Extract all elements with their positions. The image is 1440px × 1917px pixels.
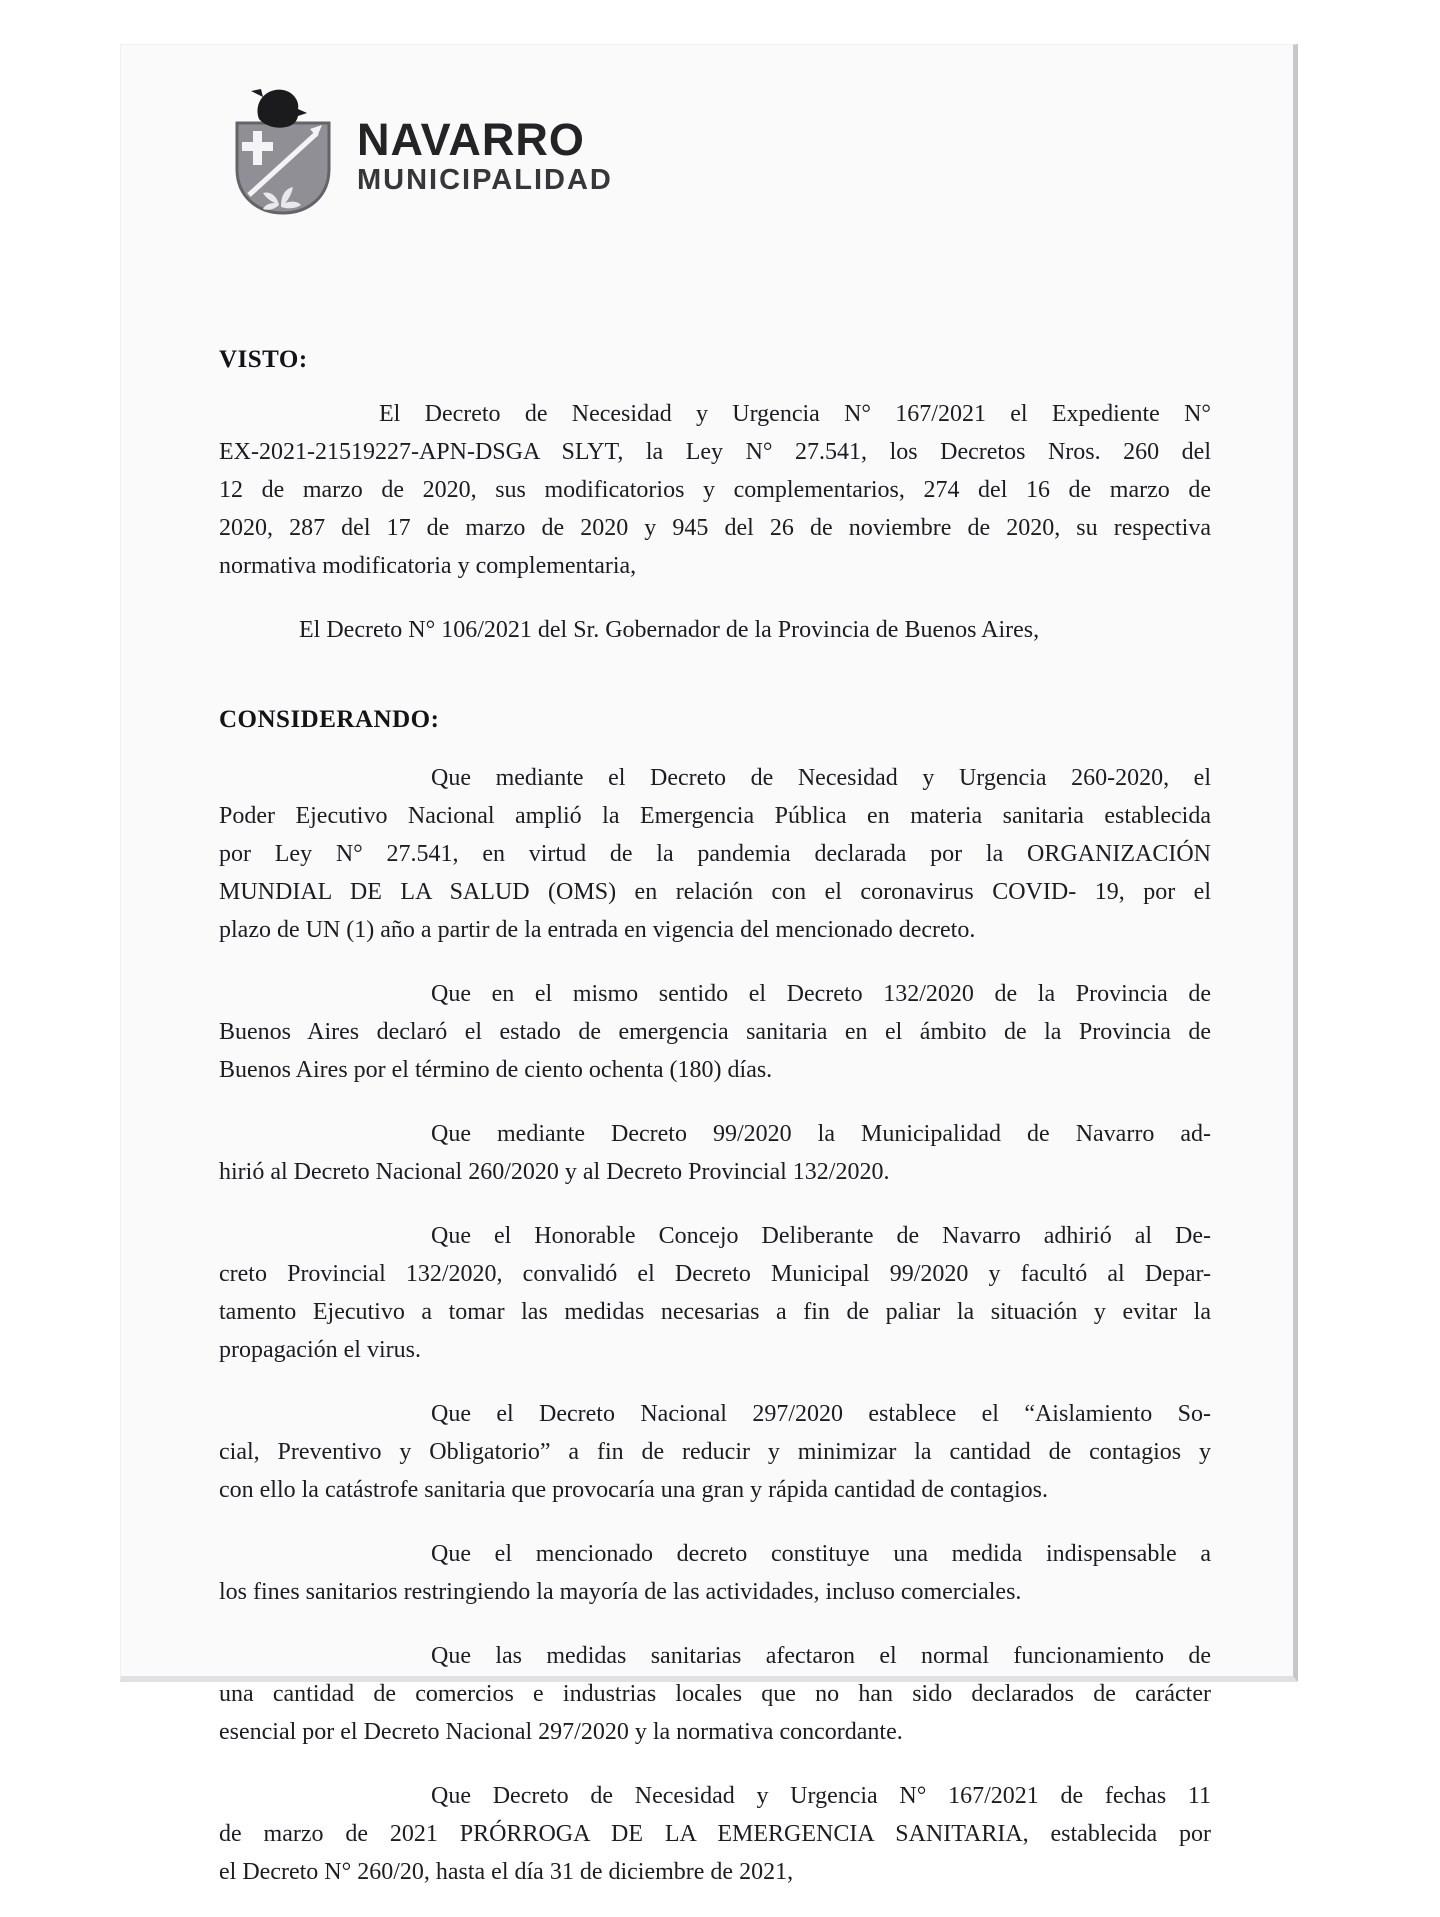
text-line: Buenos Aires por el término de ciento ochenta (180) días.: [219, 1057, 773, 1083]
paragraph: [219, 759, 1211, 949]
paragraph: [219, 1535, 1211, 1611]
text-line: creto Provincial 132/2020, convalidó el Decreto Municipal 99/2020 y facultó al Depar-: [219, 1261, 1211, 1287]
paragraph: [219, 1217, 1211, 1369]
text-line: esencial por el Decreto Nacional 297/2020 y la normativa concordante.: [219, 1719, 903, 1745]
text-line: de marzo de 2021 PRÓRROGA DE LA EMERGENCIA SANITARIA, establecida por: [219, 1821, 1211, 1847]
text-line: Que mediante Decreto 99/2020 la Municipalidad de Navarro ad-: [431, 1121, 1211, 1147]
text-line: Que las medidas sanitarias afectaron el normal funcionamiento de: [431, 1643, 1211, 1669]
text-line: normativa modificatoria y complementaria,: [219, 553, 637, 579]
paragraph: [219, 1637, 1211, 1751]
section-considerando: [219, 701, 1211, 1891]
logo-municipality-name: NAVARRO: [357, 114, 585, 165]
text-line: tamento Ejecutivo a tomar las medidas necesarias a fin de paliar la situación y evitar la: [219, 1299, 1211, 1325]
section-heading-considerando: CONSIDERANDO:: [219, 706, 440, 733]
text-line: con ello la catástrofe sanitaria que provocaría una gran y rápida cantidad de contagios.: [219, 1477, 1048, 1503]
text-line: Que el Decreto Nacional 297/2020 establece el “Aislamiento So-: [431, 1401, 1211, 1427]
section-heading-visto: VISTO:: [219, 346, 308, 373]
paragraph: [219, 1777, 1211, 1891]
text-line: Que el Honorable Concejo Deliberante de Navarro adhirió al De-: [431, 1223, 1211, 1249]
text-line: 12 de marzo de 2020, sus modificatorios y complementarios, 274 del 16 de marzo de: [219, 477, 1211, 503]
paragraph: [219, 1115, 1211, 1191]
text-line: hirió al Decreto Nacional 260/2020 y al Decreto Provincial 132/2020.: [219, 1159, 890, 1185]
text-line: plazo de UN (1) año a partir de la entrada en vigencia del mencionado decreto.: [219, 917, 976, 943]
scanned-document-page: [120, 44, 1298, 1885]
logo-text: [357, 114, 613, 197]
text-line: El Decreto N° 106/2021 del Sr. Gobernador de la Provincia de Buenos Aires,: [299, 617, 1040, 643]
paragraph: [219, 611, 1211, 649]
text-line: Que el mencionado decreto constituye una medida indispensable a: [431, 1541, 1211, 1567]
text-line: EX-2021-21519227-APN-DSGA SLYT, la Ley N° 27.541, los Decretos Nros. 260 del: [219, 439, 1211, 465]
text-line: Buenos Aires declaró el estado de emergencia sanitaria en el ámbito de la Provincia de: [219, 1019, 1211, 1045]
text-line: los fines sanitarios restringiendo la mayoría de las actividades, incluso comerciales.: [219, 1579, 1022, 1605]
municipality-logo: [227, 83, 613, 215]
text-line: una cantidad de comercios e industrias locales que no han sido declarados de carácter: [219, 1681, 1211, 1707]
text-line: Que mediante el Decreto de Necesidad y Urgencia 260-2020, el: [431, 765, 1211, 791]
text-line: El Decreto de Necesidad y Urgencia N° 167/2021 el Expediente N°: [379, 401, 1211, 427]
text-line: Poder Ejecutivo Nacional amplió la Emergencia Pública en materia sanitaria establecida: [219, 803, 1211, 829]
text-line: MUNDIAL DE LA SALUD (OMS) en relación con el coronavirus COVID- 19, por el: [219, 879, 1211, 905]
text-line: Que en el mismo sentido el Decreto 132/2020 de la Provincia de: [431, 981, 1211, 1007]
document-body: [219, 341, 1211, 1917]
section-visto: [219, 341, 1211, 649]
text-line: por Ley N° 27.541, en virtud de la pandemia declarada por la ORGANIZACIÓN: [219, 841, 1211, 867]
text-line: cial, Preventivo y Obligatorio” a fin de reducir y minimizar la cantidad de contagios y: [219, 1439, 1211, 1465]
text-line: el Decreto N° 260/20, hasta el día 31 de diciembre de 2021,: [219, 1859, 794, 1885]
paragraph: [219, 975, 1211, 1089]
paragraph: [219, 395, 1211, 585]
logo-municipality-subtitle: MUNICIPALIDAD: [357, 164, 613, 196]
text-line: Que Decreto de Necesidad y Urgencia N° 167/2021 de fechas 11: [431, 1783, 1211, 1809]
text-line: 2020, 287 del 17 de marzo de 2020 y 945 del 26 de noviembre de 2020, su respectiva: [219, 515, 1211, 541]
paragraph: [219, 1395, 1211, 1509]
text-line: propagación el virus.: [219, 1337, 421, 1363]
coat-of-arms-icon: [227, 83, 339, 215]
